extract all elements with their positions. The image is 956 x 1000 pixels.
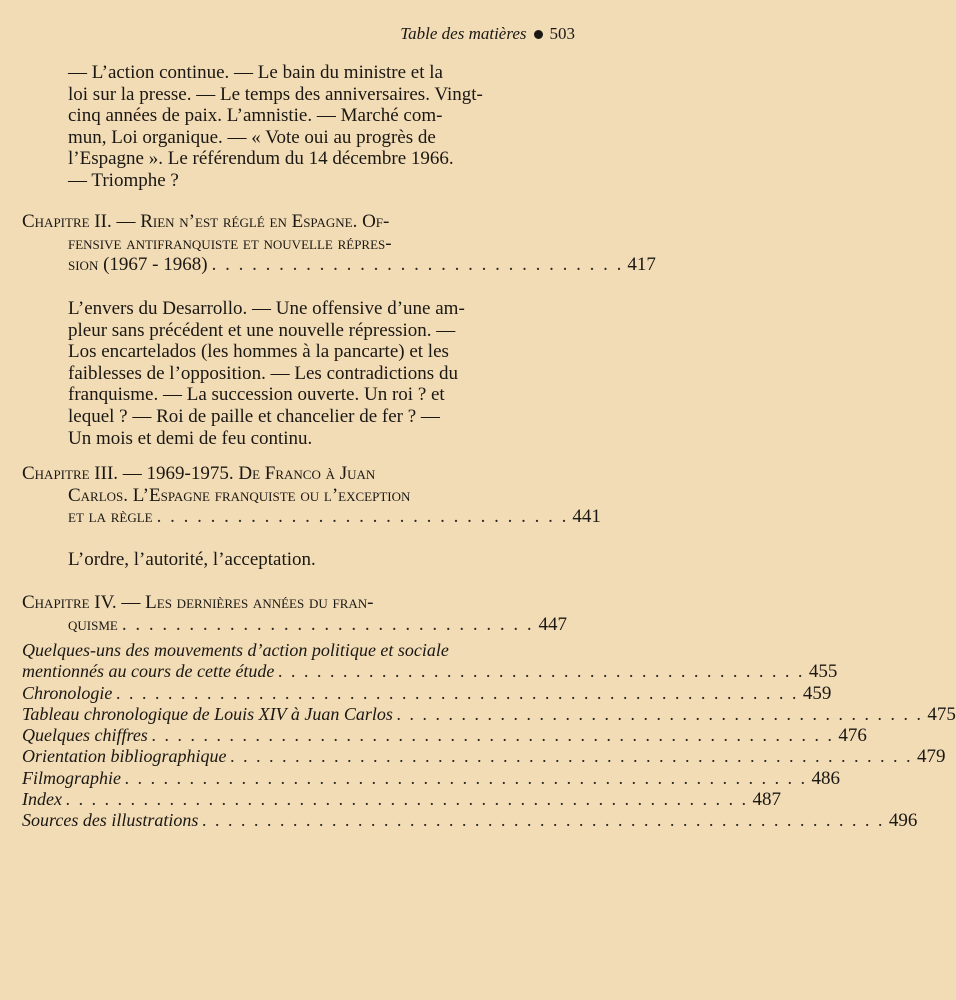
chapter-2-summary [68,298,527,449]
bullet-icon [534,30,543,39]
toc-label: Filmographie [22,767,121,788]
toc-row [22,810,918,832]
appendix-movements-line: Quelques-uns des mouvements d’action politique et sociale [22,640,449,660]
chapter-page-number: 447 [538,613,567,635]
toc-row [22,746,946,768]
toc-label: Quelques chiffres [22,725,148,746]
summary-line: lequel ? — Roi de paille et chancelier de fer ? — [68,405,440,427]
toc-row [22,767,840,789]
chapter-3-summary [68,549,527,571]
intro-line: loi sur la presse. — Le temps des anniversaires. Vingt- [68,83,483,105]
appendix-page-number: 455 [808,661,838,683]
chapter-title-line: et la règle [68,506,153,528]
chapter-4-entry [22,592,567,635]
intro-paragraph [68,62,527,192]
chapter-title-line: Chapitre III. — 1969-1975. De Franco à Juan [22,463,376,484]
appendix-list [22,640,956,832]
leader-dots: . . . . . . . . . . . . . . . . . . . . . . . . . . . . . . . . . . . . . . . . . . . . . . . . . . . . . [230,746,913,767]
chapter-page-number: 441 [572,506,601,528]
summary-line: franquisme. — La succession ouverte. Un roi ? et [68,384,445,406]
toc-label: Chronologie [22,682,113,703]
toc-label: Index [22,789,62,810]
summary-line: faiblesses de l’opposition. — Les contradictions du [68,362,458,384]
toc-page-number: 476 [838,725,867,747]
chapter-title-line: Chapitre II. — Rien n’est réglé en Espagne. Of- [22,211,390,232]
appendix-movements-line: mentionnés au cours de cette étude [22,661,275,682]
header-title: Table des matières [400,24,527,43]
summary-line: pleur sans précédent et une nouvelle répression. — [68,319,456,341]
summary-line: Un mois et demi de feu continu. [68,427,313,449]
toc-label: Tableau chronologique de Louis XIV à Juan Carlos [22,703,393,724]
toc-page-number: 479 [917,746,946,768]
toc-row [22,703,956,725]
header-page-number: 503 [549,24,575,43]
leader-dots: . . . . . . . . . . . . . . . . . . . . . . . . . . . . . . . . . . . . . . . . . . . . . . . . . . . . . [151,725,835,746]
chapter-title-line: sion (1967 - 1968) [68,254,208,276]
leader-dots: . . . . . . . . . . . . . . . . . . . . . . . . . . . . . . . . . . . . . . . . . [278,661,805,682]
leader-dots: . . . . . . . . . . . . . . . . . . . . . . . . . . . . . . . [211,254,624,276]
toc-row [22,789,781,811]
leader-dots: . . . . . . . . . . . . . . . . . . . . . . . . . . . . . . . . . . . . . . . . . . . . . . . . . . . . . [65,789,749,810]
toc-page-number: 486 [811,767,840,789]
intro-line: mun, Loi organique. — « Vote oui au progrès de [68,126,436,148]
toc-page-number: 496 [888,810,918,832]
chapter-2-entry [22,211,656,276]
toc-row [22,725,867,747]
intro-line: l’Espagne ». Le référendum du 14 décembre 1966. [68,148,454,170]
leader-dots: . . . . . . . . . . . . . . . . . . . . . . . . . . . . . . . . . . . . . . . . . . . . . . . . . . . . . [116,682,799,703]
toc-row [22,682,832,704]
leader-dots: . . . . . . . . . . . . . . . . . . . . . . . . . . . . . . . . . . . . . . . . . [396,703,924,724]
intro-line: — L’action continue. — Le bain du ministre et la [68,62,443,83]
intro-line: — Triomphe ? [68,169,179,191]
summary-line: L’envers du Desarrollo. — Une offensive d’une am- [68,298,465,319]
toc-page-number: 475 [927,703,956,725]
toc-label: Orientation bibliographique [22,746,227,767]
leader-dots: . . . . . . . . . . . . . . . . . . . . . . . . . . . . . . . [121,613,534,635]
chapter-title-line: quisme [68,613,118,635]
toc-page-number: 487 [752,789,781,811]
leader-dots: . . . . . . . . . . . . . . . . . . . . . . . . . . . . . . . . . . . . . . . . . . . . . . . . . . . . . [125,767,808,788]
toc-page-number: 459 [802,682,832,704]
leader-dots: . . . . . . . . . . . . . . . . . . . . . . . . . . . . . . . . . . . . . . . . . . . . . . . . . . . . . [202,810,885,831]
chapter-title-line: Chapitre IV. — Les dernières années du fran- [22,592,374,613]
chapter-title-line: Carlos. L’Espagne franquiste ou l’exception [68,484,411,506]
toc-label: Sources des illustrations [22,810,199,831]
chapter-page-number: 417 [627,254,656,276]
intro-line: cinq années de paix. L’amnistie. — Marché com- [68,105,443,127]
summary-line: L’ordre, l’autorité, l’acceptation. [68,549,316,570]
summary-line: Los encartelados (les hommes à la pancarte) et les [68,341,449,363]
chapter-3-entry [22,463,601,528]
chapter-title-line: fensive antifranquiste et nouvelle répres- [68,232,392,254]
leader-dots: . . . . . . . . . . . . . . . . . . . . . . . . . . . . . . . [156,506,569,528]
running-header [400,24,575,44]
